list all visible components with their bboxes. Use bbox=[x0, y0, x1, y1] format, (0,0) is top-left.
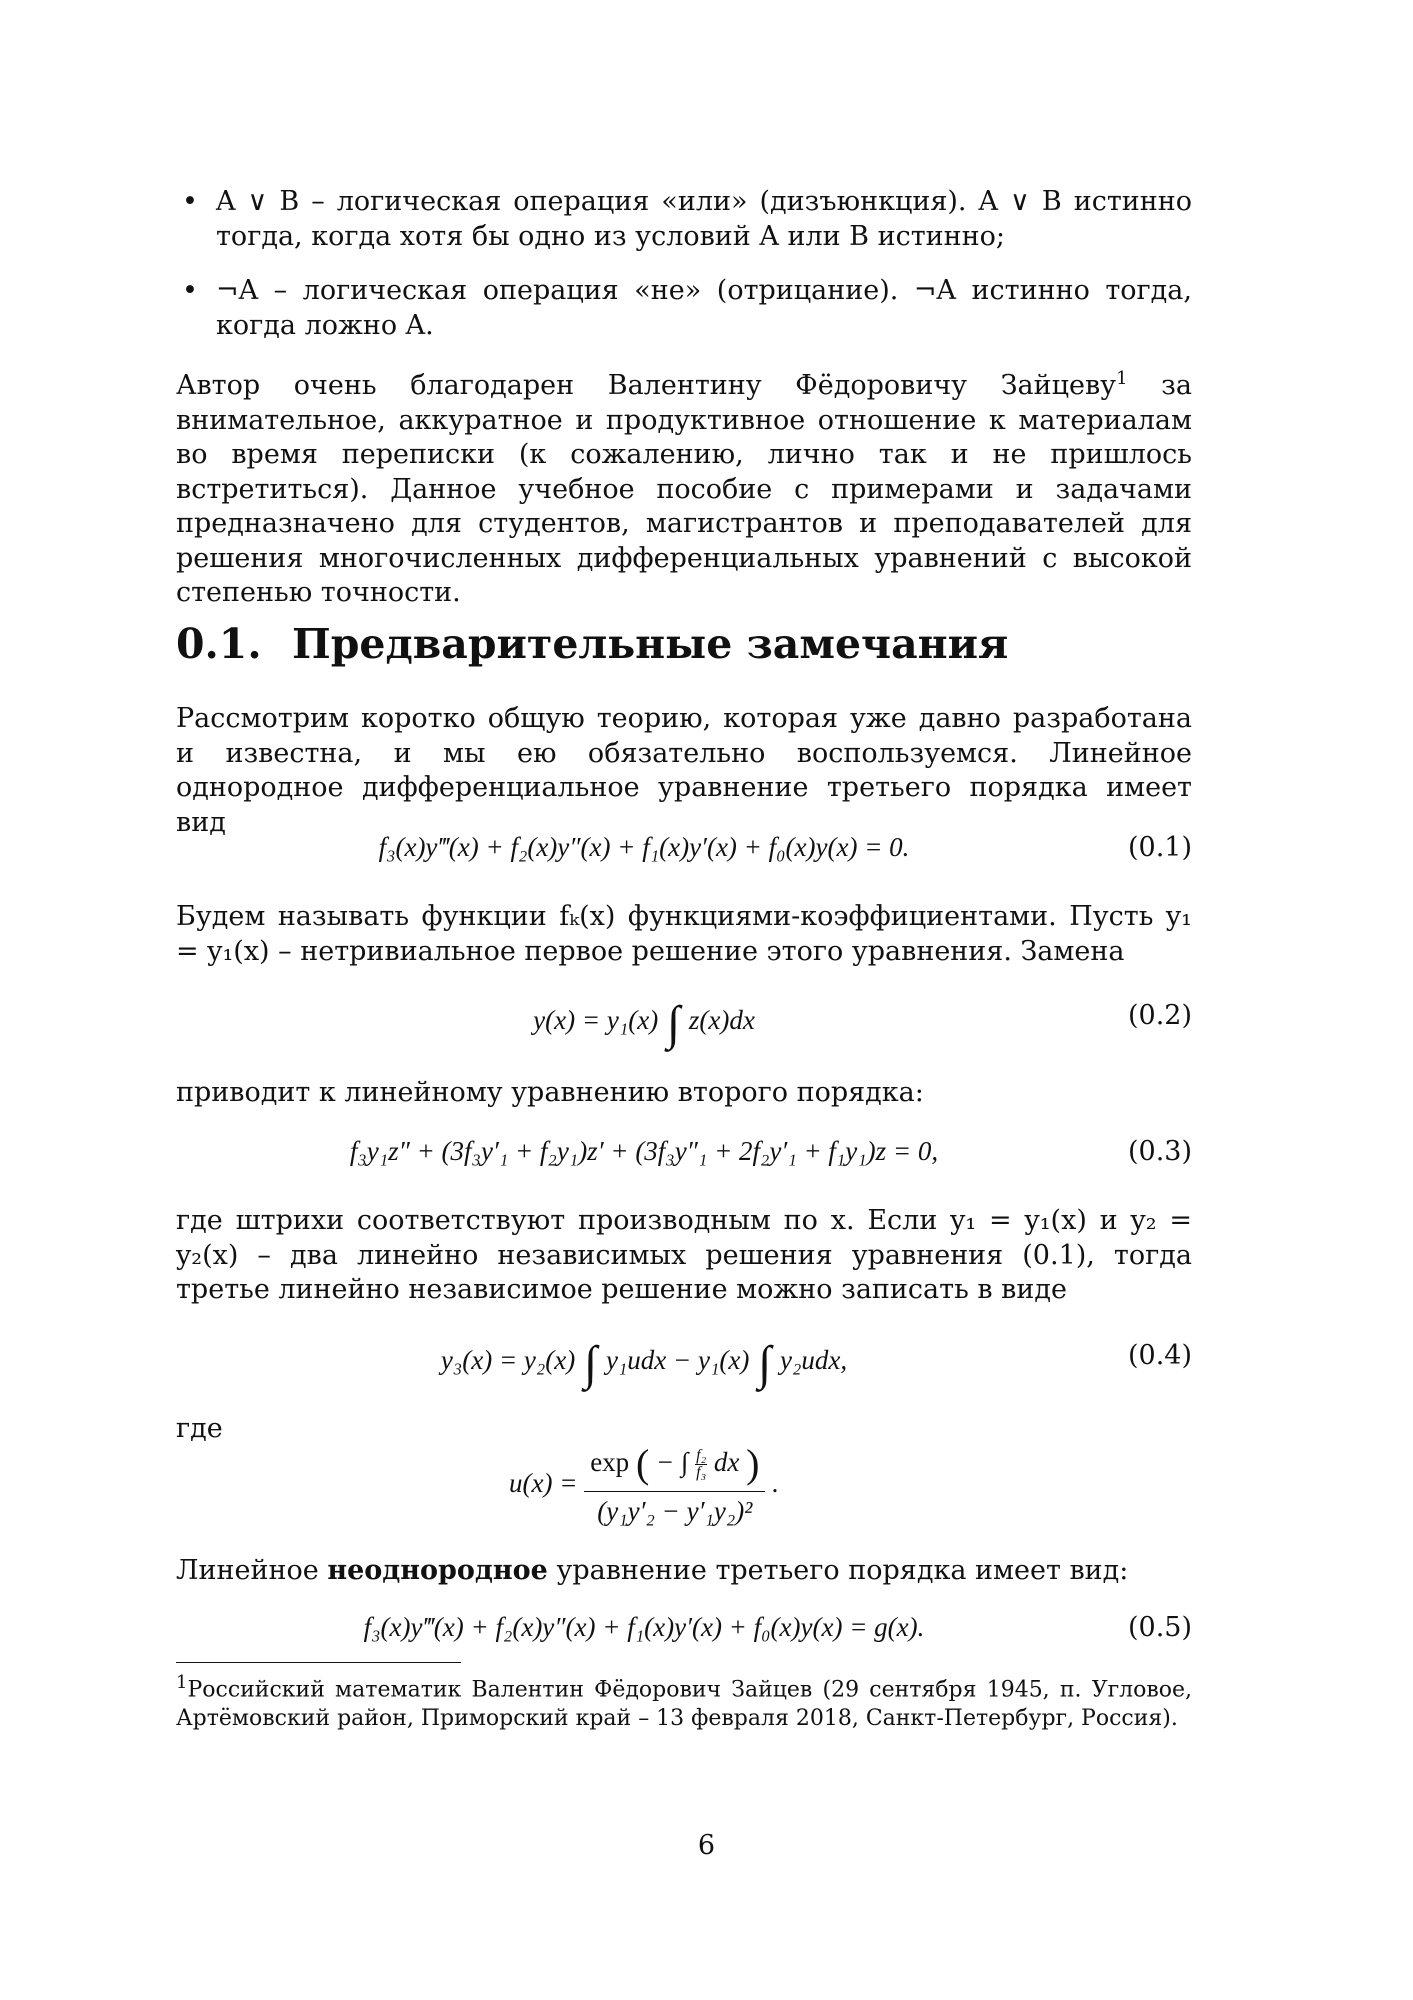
intro-paragraph bbox=[176, 362, 1192, 611]
paragraph-6-start: Линейное bbox=[176, 1555, 328, 1586]
paragraph-6-block bbox=[176, 1554, 1192, 1589]
paragraph-4-block bbox=[176, 1204, 1192, 1308]
equation-body: f₃y₁z″ + (3f₃y′₁ + f₂y₁)z′ + (3f₃y″₁ + 2f₂y′₁ + f₁y₁)z = 0, bbox=[349, 1136, 939, 1166]
integral-sign: ∫ bbox=[666, 997, 681, 1050]
bullet-text: ¬A – логическая операция «не» (отрицание). ¬A истинно тогда, когда ложно A. bbox=[216, 275, 1192, 341]
equation-0-4 bbox=[176, 1336, 1192, 1396]
equation-body bbox=[176, 1336, 1112, 1391]
equation-number: (0.5) bbox=[1127, 1612, 1192, 1643]
equation-0-1 bbox=[176, 832, 1192, 868]
footnote-mark: 1 bbox=[176, 1672, 188, 1693]
paragraph-3-block bbox=[176, 1076, 1192, 1111]
integral-sign: ∫ bbox=[584, 1337, 598, 1390]
integral-sign: ∫ bbox=[758, 1337, 772, 1390]
intro-paragraph-block bbox=[176, 362, 1192, 611]
section-heading bbox=[176, 620, 1008, 668]
intro-text-rest: за внимательное, аккуратное и продуктивное отношение к материалам во время переписки (к сожалению, лично так и не пришлось встретиться). Данное учебное пособие с примерами и задачами предназначено для студентов, магистрантов и преподавателей для решения многочисленных дифференциальных уравнений с высокой степенью точности. bbox=[176, 370, 1192, 608]
paragraph-5: где bbox=[176, 1413, 223, 1444]
bullet-marker: • bbox=[182, 186, 198, 217]
section-title: Предварительные замечания bbox=[292, 620, 1009, 668]
bullet-text: A ∨ B – логическая операция «или» (дизъюнкция). A ∨ B истинно тогда, когда хотя бы одно из условий A или B истинно; bbox=[216, 186, 1192, 252]
dx: dx bbox=[713, 1447, 740, 1477]
footnote-rule bbox=[176, 1662, 461, 1663]
equation-0-5 bbox=[176, 1612, 1192, 1648]
equation-body: f₃(x)y‴(x) + f₂(x)y″(x) + f₁(x)y′(x) + f₀(x)y(x) = 0. bbox=[378, 832, 910, 862]
equation-u bbox=[176, 1440, 1192, 1550]
footnote-ref[interactable]: 1 bbox=[1116, 368, 1128, 389]
equation-part-a: y₃(x) = y₂(x) bbox=[440, 1345, 576, 1375]
paragraph-1-block bbox=[176, 702, 1192, 840]
equation-part-b: y₁udx − y₁(x) bbox=[605, 1345, 750, 1375]
equation-number: (0.4) bbox=[1127, 1340, 1192, 1371]
bullet-item-negation bbox=[182, 274, 1192, 343]
equation-tail: . bbox=[772, 1468, 779, 1498]
equation-number: (0.3) bbox=[1127, 1136, 1192, 1167]
section-number: 0.1. bbox=[176, 620, 262, 668]
paragraph-2-block bbox=[176, 900, 1192, 969]
equation-body bbox=[176, 1440, 1112, 1527]
paragraph-3: приводит к линейному уравнению второго порядка: bbox=[176, 1077, 924, 1108]
equation-number: (0.1) bbox=[1127, 832, 1192, 863]
fraction-denominator: (y₁y′₂ − y′₁y₂)² bbox=[584, 1491, 765, 1527]
paragraph-4: где штрихи соответствуют производным по x. Если y₁ = y₁(x) и y₂ = y₂(x) – два линейно независимых решения уравнения (0.1), тогда третье линейно независимое решение можно записать в виде bbox=[176, 1205, 1192, 1305]
intro-text-start: Автор очень благодарен Валентину Фёдоровичу Зайцеву bbox=[176, 370, 1117, 401]
equation-number: (0.2) bbox=[1127, 1000, 1192, 1031]
paragraph-2: Будем называть функции fₖ(x) функциями-коэффициентами. Пусть y₁ = y₁(x) – нетривиальное первое решение этого уравнения. Замена bbox=[176, 901, 1192, 967]
right-paren: ) bbox=[746, 1441, 760, 1486]
equation-part-c: y₂udx, bbox=[780, 1345, 848, 1375]
equation-left: y(x) = y₁(x) bbox=[533, 1005, 659, 1035]
emphasis-bold: неоднородное bbox=[327, 1555, 548, 1586]
paragraph-6 bbox=[176, 1554, 1192, 1589]
equation-body: f₃(x)y‴(x) + f₂(x)y″(x) + f₁(x)y′(x) + f₀(x)y(x) = g(x). bbox=[363, 1612, 925, 1642]
footnote bbox=[176, 1668, 1192, 1733]
bullet-list bbox=[182, 185, 1192, 343]
bullet-marker: • bbox=[182, 275, 198, 306]
page-number: 6 bbox=[697, 1830, 716, 1861]
exp-function: exp bbox=[590, 1447, 630, 1477]
small-fraction bbox=[695, 1448, 707, 1481]
fraction-numerator bbox=[584, 1440, 765, 1491]
equation-0-3 bbox=[176, 1136, 1192, 1172]
equation-right: z(x)dx bbox=[688, 1005, 755, 1035]
paragraph-1: Рассмотрим коротко общую теорию, которая уже давно разработана и известна, и мы ею обязательно воспользуемся. Линейное однородное дифференциальное уравнение третьего порядка имеет вид bbox=[176, 703, 1192, 838]
paragraph-6-end: уравнение третьего порядка имеет вид: bbox=[547, 1555, 1129, 1586]
equation-0-2 bbox=[176, 996, 1192, 1056]
equation-left: u(x) = bbox=[509, 1468, 578, 1498]
small-fraction-top: f₂ bbox=[696, 1447, 707, 1465]
small-fraction-bottom: f₃ bbox=[696, 1464, 707, 1482]
footnote-text: Российский математик Валентин Фёдорович Зайцев (29 сентября 1945, п. Угловое, Артёмовский район, Приморский край – 13 февраля 2018, Санкт-Петербург, Россия). bbox=[176, 1677, 1192, 1732]
minus-integral: − ∫ bbox=[656, 1447, 689, 1477]
left-paren: ( bbox=[635, 1441, 650, 1486]
equation-body bbox=[176, 996, 1112, 1051]
fraction bbox=[584, 1440, 765, 1527]
bullet-item-disjunction bbox=[182, 185, 1192, 254]
